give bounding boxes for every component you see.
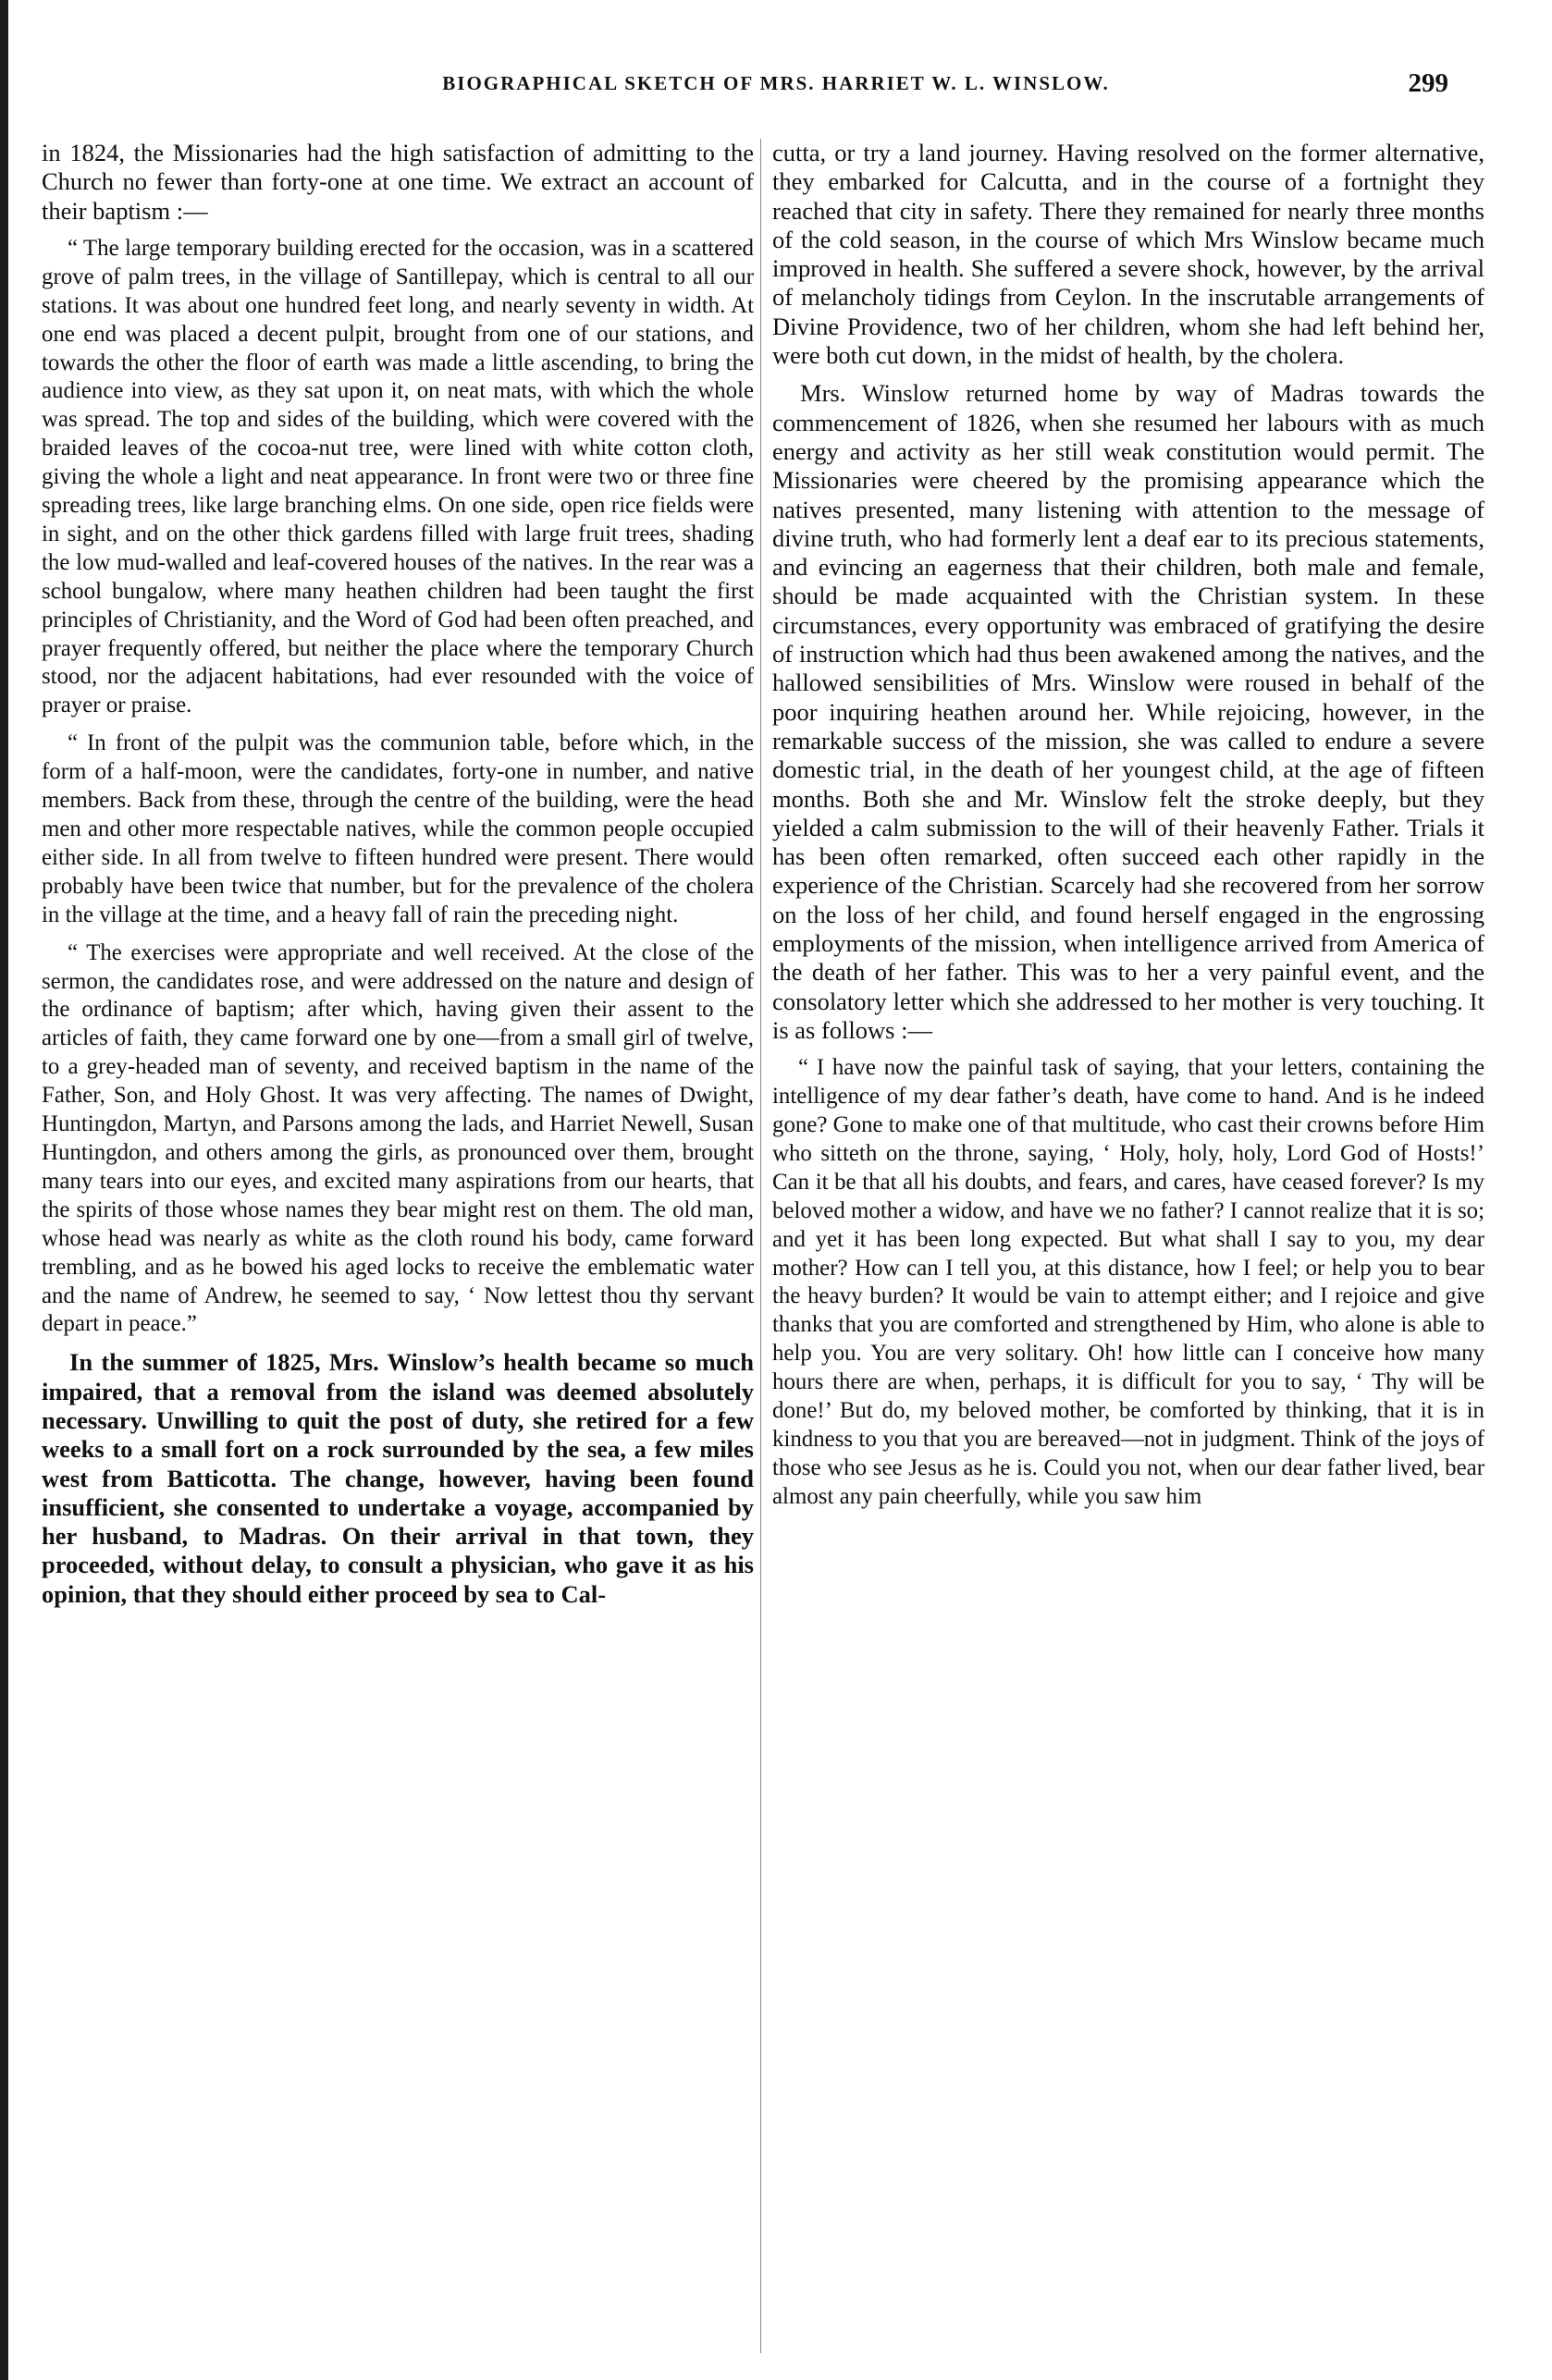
right-column (772, 139, 1484, 1521)
quote-letter-to-mother: “ I have now the painful task of saying, that your letters, containing the intelligence of my dear father’s death, have come to hand. And is he indeed gone? Gone to make one of that multitude, who cast their crowns before Him who sitteth on the throne, saying, ‘ Holy, holy, holy, Lord God of Hosts!’ Can it be that all his doubts, and fears, and cares, have ceased forever? Is my beloved mother a widow, and have we no father? I cannot realize that it is so; and yet it has been long expected. But what shall I say to you, my dear mother? How can I tell you, at this distance, how I feel; or help you to bear the heavy burden? It would be vain to attempt either; and I rejoice and give thanks that you are comforted and strengthened by Him, who alone is able to help you. You are very solitary. Oh! how little can I conceive how many hours there are when, perhaps, it is difficult for you to say, ‘ Thy will be done!’ But do, my beloved mother, be comforted by thinking, that it is in kindness to you that you are bereaved—not in judgment. Think of the joys of those who see Jesus as he is. Could you not, when our dear father lived, bear almost any pain cheerfully, while you saw him (772, 1055, 1485, 1509)
paragraph-calcutta-journey: cutta, or try a land journey. Having resolved on the former alternative, they embarked for Calcutta, and in the course of a fortnight they reached that city in safety. There they remained for nearly three months of the cold season, in the course of which Mrs Winslow became much improved in health. She suffered a severe shock, however, by the arrival of melancholy tidings from Ceylon. In the inscrutable arrangements of Divine Providence, two of her children, whom she had left behind her, were both cut down, in the midst of health, by the cholera. (772, 139, 1484, 370)
quote-baptism-exercises: “ The exercises were appropriate and well received. At the close of the sermon, the candidates rose, and were addressed on the nature and design of the ordinance of baptism; after which, having given their assent to the articles of faith, they came forward one by one—from a small girl of twelve, to a grey-headed man of seventy, and received baptism in the name of the Father, Son, and Holy Ghost. It was very affecting. The names of Dwight, Huntingdon, Martyn, and Parsons among the lads, and Harriet Newell, Susan Huntingdon, and others among the girls, as pronounced over them, brought many tears into our eyes, and excited many aspirations from our hearts, that the spirits of those whose names they bear might rest on them. The old man, whose head was nearly as white as the cloth round his body, came forward trembling, and as he bowed his aged locks to receive the emblematic water and the name of Andrew, he seemed to say, ‘ Now lettest thou thy servant depart in peace.” (42, 939, 754, 1337)
page-number: 299 (1408, 68, 1448, 98)
column-divider (760, 139, 761, 2353)
running-head (28, 68, 1524, 109)
quote-communion-table: “ In front of the pulpit was the communion table, before which, in the form of a half-moon, were the candidates, forty-one in number, and native members. Back from these, through the centre of the building, were the head men and other more respectable natives, while the common people occupied either side. In all from twelve to fifteen hundred were present. There would probably have been twice that number, but for the prevalence of the cholera in the village at the time, and a heavy fall of rain the preceding night. (42, 730, 754, 927)
running-title: BIOGRAPHICAL SKETCH OF MRS. HARRIET W. L. WINSLOW. (442, 72, 1110, 94)
left-column (42, 139, 754, 1618)
binding-edge-rule (0, 0, 8, 2380)
paragraph-baptism-intro: in 1824, the Missionaries had the high satisfaction of admitting to the Church no fewer than forty-one at one time. We extract an account of their baptism :— (42, 139, 754, 225)
paragraph-summer-1825: In the summer of 1825, Mrs. Winslow’s health became so much impaired, that a removal from the island was deemed absolutely necessary. Unwilling to quit the post of duty, she retired for a few weeks to a small fort on a rock surrounded by the sea, a few miles west from Batticotta. The change, however, having been found insufficient, she consented to undertake a voyage, accompanied by her husband, to Madras. On their arrival in that town, they proceeded, without delay, to consult a physician, who gave it as his opinion, that they should either proceed by sea to Cal- (42, 1348, 754, 1608)
paragraph-return-home: Mrs. Winslow returned home by way of Madras towards the commencement of 1826, when she resumed her labours with as much energy and activity as her still weak constitution would permit. The Missionaries were cheered by the promising appearance which the natives presented, many listening with attention to the message of divine truth, who had formerly lent a deaf ear to its precious statements, and evincing an eagerness that their children, both male and female, should be made acquainted with the Christian system. In these circumstances, every opportunity was embraced of gratifying the desire of instruction which had thus been awakened among the natives, and the hallowed sensibilities of Mrs. Winslow were roused in behalf of the poor inquiring heathen around her. While rejoicing, however, in the remarkable success of the mission, she was called to endure a severe domestic trial, in the death of her youngest child, at the age of fifteen months. Both she and Mr. Winslow felt the stroke deeply, but they yielded a calm submission to the will of their heavenly Father. Trials it has been often remarked, often succeed each other rapidly in the experience of the Christian. Scarcely had she recovered from her sorrow on the loss of her child, and found herself engaged in the engrossing employments of the mission, when intelligence arrived from America of the death of her father. This was to her a very painful event, and the consolatory letter which she addressed to her mother is very touching. It is as follows :— (772, 379, 1484, 1044)
quote-temporary-building: “ The large temporary building erected for the occasion, was in a scattered grove of palm trees, in the village of Santillepay, which is central to all our stations. It was about one hundred feet long, and nearly seventy in width. At one end was placed a decent pulpit, brought from one of our stations, and towards the other the floor of earth was made a little ascending, to bring the audience into view, as they sat upon it, on neat mats, with which the whole was spread. The top and sides of the building, which were covered with the braided leaves of the cocoa-nut tree, were lined with white cotton cloth, giving the whole a light and neat appearance. In front were two or three fine spreading trees, like large branching elms. On one side, open rice fields were in sight, and on the other thick gardens filled with large fruit trees, shading the low mud-walled and leaf-covered houses of the natives. In the rear was a school bungalow, where many heathen children had been taught the first principles of Christianity, and the Word of God had been often preached, and prayer frequently offered, but neither the place where the temporary Church stood, nor the adjacent habitations, had ever resounded with the voice of prayer or praise. (42, 235, 754, 718)
